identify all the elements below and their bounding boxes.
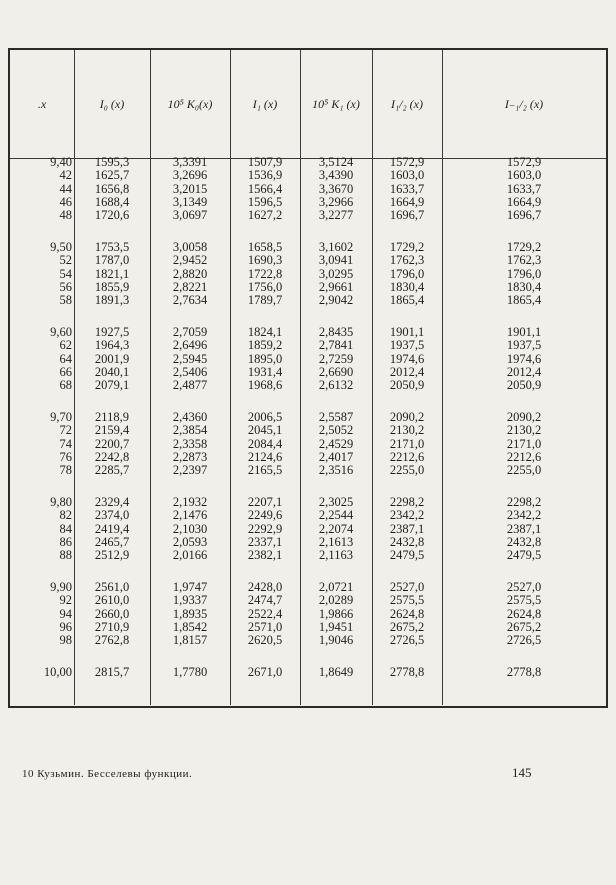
row-argument: 94: [59, 606, 72, 621]
table-cell: 2,8820: [172, 266, 208, 281]
row-argument: 66: [59, 364, 72, 379]
table-cell: 2,2873: [172, 449, 208, 464]
row-argument: 84: [59, 521, 72, 536]
table-cell: 2522,4: [247, 606, 283, 621]
table-cell: 1,8157: [172, 633, 208, 648]
table-cell: 2710,9: [94, 619, 130, 634]
table-cell: 2387,1: [506, 521, 542, 536]
row-argument: 88: [59, 548, 72, 563]
table-cell: 1927,5: [94, 325, 130, 339]
table-cell: 2,1613: [318, 534, 354, 549]
table-cell: 2,8221: [172, 279, 208, 294]
table-cell: 2675,2: [389, 619, 425, 634]
table-cell: 2118,9: [95, 410, 129, 424]
row-argument: 98: [59, 633, 72, 648]
table-cell: 2012,4: [389, 364, 425, 379]
table-cell: 2527,0: [506, 580, 542, 594]
row-argument: 86: [59, 534, 72, 549]
table-cell: 1625,7: [94, 168, 130, 183]
table-cell: 1633,7: [389, 181, 425, 196]
table-cell: 2,7841: [318, 338, 354, 353]
table-cell: 1656,8: [94, 181, 130, 196]
table-cell: 2171,0: [506, 436, 542, 451]
table-cell: 1729,2: [389, 240, 425, 254]
row-argument: 9,50: [50, 240, 72, 254]
row-argument: 10,00: [43, 665, 72, 679]
table-cell: 3,0295: [318, 266, 354, 281]
table-cell: 1855,9: [94, 279, 130, 294]
table-cell: 3,3670: [318, 181, 354, 196]
table-cell: 1891,3: [94, 293, 130, 308]
row-argument: 44: [59, 181, 72, 196]
table-cell: 2,4017: [318, 449, 354, 464]
row-argument: 52: [59, 253, 72, 268]
table-cell: 1603,0: [506, 168, 542, 183]
table-cell: 2465,7: [94, 534, 130, 549]
table-cell: 1696,7: [389, 208, 425, 223]
table-cell: 2,5052: [318, 423, 354, 438]
table-cell: 2050,9: [389, 378, 425, 393]
table-cell: 2298,2: [506, 495, 542, 509]
table-cell: 1865,4: [389, 293, 425, 308]
table-cell: 1,8935: [172, 606, 208, 621]
row-argument: 9,40: [50, 155, 72, 169]
table-cell: 2079,1: [94, 378, 130, 393]
table-cell: 1824,1: [247, 325, 283, 339]
table-cell: 2,9452: [172, 253, 208, 268]
row-argument: 54: [59, 266, 72, 281]
table-cell: 2382,1: [247, 548, 283, 563]
header-i1: I₁ (x): [252, 96, 278, 111]
header-i-half: I₁/₂ (x): [391, 96, 423, 111]
table-cell: 2575,5: [389, 593, 425, 608]
header-i-minus-half: I₋₁/₂ (x): [504, 96, 544, 111]
table-cell: 2571,0: [247, 619, 283, 634]
table-cell: 1830,4: [389, 279, 425, 294]
table-cell: 1895,0: [247, 351, 283, 366]
page-number: 145: [512, 765, 532, 780]
table-cell: 1664,9: [389, 194, 425, 209]
table-cell: 2,6690: [318, 364, 354, 379]
table-cell: 2561,0: [94, 580, 130, 594]
table-cell: 2778,8: [506, 665, 542, 679]
table-cell: 2,0721: [318, 580, 354, 594]
table-cell: 1901,1: [389, 325, 425, 339]
table-cell: 2,6132: [318, 378, 354, 393]
table-cell: 2,1932: [172, 495, 208, 509]
table-cell: 2,5406: [172, 364, 208, 379]
table-cell: 2474,7: [247, 593, 283, 608]
table-cell: 2,3854: [172, 423, 208, 438]
table-cell: 2040,1: [94, 364, 130, 379]
table-cell: 2212,6: [389, 449, 425, 464]
table-cell: 1,7780: [172, 665, 208, 679]
table-cell: 2,3025: [318, 495, 354, 509]
table-cell: 2620,5: [247, 633, 283, 648]
table-cell: 2,1476: [172, 508, 208, 523]
table-cell: 3,2966: [318, 194, 354, 209]
row-argument: 74: [59, 436, 72, 451]
table-cell: 2,5945: [172, 351, 208, 366]
table-cell: 1787,0: [94, 253, 130, 268]
table-cell: 2207,1: [247, 495, 283, 509]
row-argument: 46: [59, 194, 72, 209]
table-cell: 2726,5: [506, 633, 542, 648]
table-cell: 1658,5: [247, 240, 283, 254]
table-cell: 1720,6: [94, 208, 130, 223]
table-cell: 1690,3: [247, 253, 283, 268]
table-cell: 3,1349: [172, 194, 208, 209]
table-cell: 2337,1: [247, 534, 283, 549]
table-cell: 1865,4: [506, 293, 542, 308]
table-cell: 2815,7: [94, 665, 130, 679]
table-cell: 1968,6: [247, 378, 283, 393]
table-cell: 2,9661: [318, 279, 354, 294]
table-cell: 1753,5: [94, 240, 130, 254]
table-cell: 1566,4: [247, 181, 283, 196]
table-cell: 2610,0: [94, 593, 130, 608]
table-cell: 1572,9: [506, 155, 542, 169]
table-cell: 2171,0: [389, 436, 425, 451]
table-cell: 1633,7: [506, 181, 542, 196]
row-argument: 9,80: [50, 495, 72, 509]
table-cell: 1756,0: [247, 279, 283, 294]
table-cell: 1627,2: [247, 208, 283, 223]
table-cell: 2,2074: [318, 521, 354, 536]
table-cell: 2090,2: [389, 410, 425, 424]
table-cell: 3,0058: [172, 240, 208, 254]
table-cell: 1722,8: [247, 266, 283, 281]
table-cell: 2165,5: [247, 463, 283, 478]
table-cell: 3,2015: [172, 181, 208, 196]
table-cell: 3,1602: [318, 240, 354, 254]
table-cell: 2671,0: [247, 665, 283, 679]
table-cell: 1937,5: [389, 338, 425, 353]
row-argument: 64: [59, 351, 72, 366]
bessel-function-table: [8, 48, 608, 708]
table-cell: 2624,8: [506, 606, 542, 621]
table-cell: 2200,7: [94, 436, 130, 451]
table-cell: 1937,5: [506, 338, 542, 353]
table-cell: 2130,2: [506, 423, 542, 438]
table-cell: 2,0166: [172, 548, 208, 563]
table-cell: 1789,7: [247, 293, 283, 308]
table-cell: 2,3358: [172, 436, 208, 451]
table-cell: 1,8542: [172, 619, 208, 634]
table-cell: 2342,2: [506, 508, 542, 523]
table-cell: 1688,4: [94, 194, 130, 209]
table-cell: 2,2544: [318, 508, 354, 523]
table-cell: 1,8649: [318, 665, 354, 679]
row-argument: 92: [59, 593, 72, 608]
table-cell: 2,4529: [318, 436, 354, 451]
table-cell: 2329,4: [94, 495, 130, 509]
table-cell: 1931,4: [247, 364, 283, 379]
table-cell: 1,9747: [172, 580, 208, 594]
header-k1: 10⁵ K₁ (x): [312, 96, 360, 111]
row-argument: 9,60: [50, 325, 72, 339]
row-argument: 42: [59, 168, 72, 183]
table-cell: 2,3516: [318, 463, 354, 478]
row-argument: 72: [59, 423, 72, 438]
table-cell: 2,0289: [318, 593, 354, 608]
table-cell: 3,3391: [172, 155, 208, 169]
row-argument: 76: [59, 449, 72, 464]
row-argument: 82: [59, 508, 72, 523]
table-cell: 2428,0: [247, 580, 283, 594]
table-cell: 2419,4: [94, 521, 130, 536]
table-cell: 2726,5: [389, 633, 425, 648]
table-cell: 2675,2: [506, 619, 542, 634]
row-argument: 78: [59, 463, 72, 478]
table-cell: 1603,0: [389, 168, 425, 183]
row-argument: 58: [59, 293, 72, 308]
header-i0: I₀ (x): [99, 96, 125, 111]
table-cell: 2387,1: [389, 521, 425, 536]
table-cell: 2255,0: [389, 463, 425, 478]
table-cell: 2159,4: [94, 423, 130, 438]
table-cell: 1572,9: [389, 155, 425, 169]
table-cell: 3,4390: [318, 168, 354, 183]
table-cell: 1696,7: [506, 208, 542, 223]
table-cell: 2,2397: [172, 463, 208, 478]
table-cell: 3,5124: [318, 155, 354, 169]
table-cell: 2,5587: [318, 410, 354, 424]
table-cell: 1595,3: [94, 155, 130, 169]
table-cell: 2292,9: [247, 521, 283, 536]
table-cell: 1796,0: [506, 266, 542, 281]
table-cell: 2298,2: [389, 495, 425, 509]
table-cell: 1507,9: [247, 155, 283, 169]
table-cell: 2479,5: [389, 548, 425, 563]
table-cell: 2,8435: [318, 325, 354, 339]
table-cell: 2,7259: [318, 351, 354, 366]
table-cell: 1830,4: [506, 279, 542, 294]
table-cell: 1974,6: [389, 351, 425, 366]
table-cell: 2,4360: [172, 410, 208, 424]
table-cell: 2249,6: [247, 508, 283, 523]
table-cell: 2006,5: [247, 410, 283, 424]
table-cell: 2,1030: [172, 521, 208, 536]
table-cell: 1,9046: [318, 633, 354, 648]
table-cell: 2,6496: [172, 338, 208, 353]
table-cell: 3,0941: [318, 253, 354, 268]
table-cell: 2,4877: [172, 378, 208, 393]
table-cell: 1729,2: [506, 240, 542, 254]
table-cell: 2,1163: [319, 548, 353, 563]
table-cell: 2778,8: [389, 665, 425, 679]
table-cell: 1596,5: [247, 194, 283, 209]
table-cell: 3,0697: [172, 208, 208, 223]
table-cell: 2432,8: [506, 534, 542, 549]
table-cell: 1,9451: [318, 619, 354, 634]
table-cell: 2050,9: [506, 378, 542, 393]
table-cell: 2242,8: [94, 449, 130, 464]
table-cell: 2479,5: [506, 548, 542, 563]
table-cell: 2762,8: [94, 633, 130, 648]
table-cell: 1859,2: [247, 338, 283, 353]
row-argument: 9,90: [50, 580, 72, 594]
table-cell: 2660,0: [94, 606, 130, 621]
table-cell: 2045,1: [247, 423, 283, 438]
table-cell: 2285,7: [94, 463, 130, 478]
table-cell: 2342,2: [389, 508, 425, 523]
table-cell: 1536,9: [247, 168, 283, 183]
table-cell: 2575,5: [506, 593, 542, 608]
row-argument: 68: [59, 378, 72, 393]
row-argument: 48: [59, 208, 72, 223]
table-cell: 2374,0: [94, 508, 130, 523]
table-cell: 2527,0: [389, 580, 425, 594]
table-cell: 2624,8: [389, 606, 425, 621]
table-cell: 2,7634: [172, 293, 208, 308]
table-cell: 2012,4: [506, 364, 542, 379]
table-cell: 2212,6: [506, 449, 542, 464]
table-cell: 1974,6: [506, 351, 542, 366]
table-cell: 3,2277: [318, 208, 354, 223]
table-cell: 2001,9: [94, 351, 130, 366]
header-k0: 10⁵ K₀(x): [167, 96, 213, 111]
row-argument: 9,70: [50, 410, 72, 424]
row-argument: 56: [59, 279, 72, 294]
table-cell: 1,9866: [318, 606, 354, 621]
table-cell: 1664,9: [506, 194, 542, 209]
table-cell: 1762,3: [389, 253, 425, 268]
row-argument: 96: [59, 619, 72, 634]
table-cell: 2512,9: [94, 548, 130, 563]
table-cell: 1,9337: [172, 593, 208, 608]
header-x: .x: [37, 96, 47, 111]
table-cell: 2130,2: [389, 423, 425, 438]
table-cell: 2255,0: [506, 463, 542, 478]
table-cell: 1964,3: [94, 338, 130, 353]
table-cell: 1821,1: [94, 266, 130, 281]
table-cell: 2084,4: [247, 436, 283, 451]
table-cell: 2,7059: [172, 325, 208, 339]
footer-note: 10 Кузьмин. Бесселевы функции.: [22, 768, 193, 780]
table-cell: 1796,0: [389, 266, 425, 281]
table-cell: 1901,1: [506, 325, 542, 339]
table-cell: 3,2696: [172, 168, 208, 183]
table-cell: 2090,2: [506, 410, 542, 424]
table-cell: 2,9042: [318, 293, 354, 308]
table-cell: 2124,6: [247, 449, 283, 464]
table-cell: 1762,3: [506, 253, 542, 268]
table-cell: 2,0593: [172, 534, 208, 549]
row-argument: 62: [59, 338, 72, 353]
table-cell: 2432,8: [389, 534, 425, 549]
